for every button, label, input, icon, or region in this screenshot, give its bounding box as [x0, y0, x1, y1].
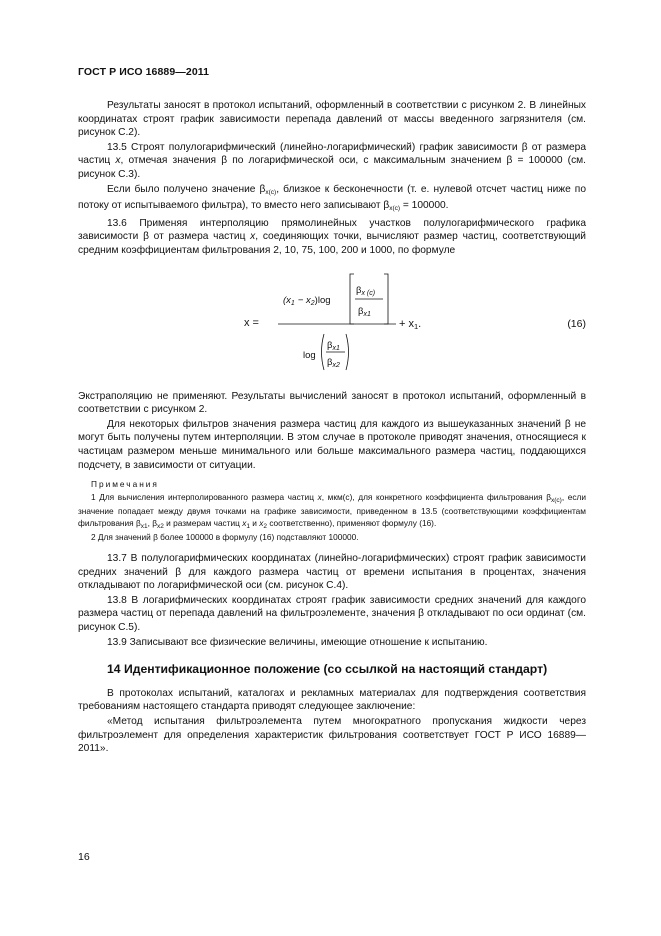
paragraph-13-8: 13.8 В логарифмических координатах строят график зависимости средних значений для каждого размера частиц от перепада давлений на фильтроэлементе, значения β откладывают по оси ординат (см. рисунок С.5).	[78, 594, 586, 634]
page-header: ГОСТ Р ИСО 16889—2011	[78, 66, 210, 78]
paragraph-results: Результаты заносят в протокол испытаний, оформленный в соответствии с рисунком 2. В линейных координатах строят график зависимости перепада давлений от массы введенного загрязнителя (см. рисунок С.2).	[78, 100, 586, 139]
note-2: 2 Для значений β более 100000 в формулу (16) подставляют 100000.	[91, 532, 359, 543]
section-14-paragraph-1: В протоколах испытаний, каталогах и рекламных материалах для подтверждения соответствия требованиям настоящего стандарта приводят следующее заключение:	[78, 687, 586, 713]
formula-svg	[78, 266, 586, 382]
paragraph-13-6: 13.6 Применяя интерполяцию прямолинейных участков полулогарифмического графика зависимости β от размера частиц х, соединяющих точки, вычисляют размер частиц, соответствующий средним коэффициентам фильтрования 2, 10, 75, 100, 200 и 1000, по формуле	[78, 217, 586, 256]
paragraph-13-7: 13.7 В полулогарифмических координатах (линейно-логарифмических) строят график зависимости средних значений β для каждого размера частиц от времени испытания в процентах, значения откладывают по логарифмической оси (см. рисунок С.4).	[78, 553, 586, 592]
beta-x1-den: $\beta_{x1}$	[327, 339, 340, 352]
section-14-paragraph-2: «Метод испытания фильтроэлемента путем многократного пропускания жидкости через фильтроэлемент для определения характеристик фильтрования соответствует ГОСТ Р ИСО 16889—2011».	[78, 716, 586, 755]
paragraph-13-5: 13.5 Строят полулогарифмический (линейно-логарифмический) график зависимости β от размера частиц х, отмечая значения β по логарифмической оси, с максимальным значением β = 100000 (см. рисунок С.3).	[78, 141, 586, 180]
right-bracket	[384, 274, 388, 324]
beta-xc: $\beta_{x (c)}$	[356, 284, 376, 297]
beta-x1-top: $\beta_{x1}$	[358, 305, 371, 318]
paragraph-some-filters: Для некоторых фильтров значения размера частиц для каждого из вышеуказанных значений β не могут быть получены путем интерполяции. В этом случае в протоколе приводят значения, относящиеся к частицам размером меньше минимального или больше максимального размера частиц, поддающихся подсчету, в зависимости от ситуации.	[78, 418, 586, 471]
den-right-paren	[346, 334, 349, 370]
section-14-title: 14 Идентификационное положение (со ссылкой на настоящий стандарт)	[107, 662, 548, 677]
formula-16	[78, 266, 586, 382]
beta-x2-den: $\beta_{x2}$	[327, 356, 340, 369]
paragraph-infinity: Если было получено значение $\beta_{x(c)}$, близкое к бесконечности (т. е. нулевой отсчет частиц ниже по потоку от испытываемого фильтра), то вместо него записывают $\beta_{x(c)} = 100000$.	[78, 183, 586, 213]
paragraph-extrapolation: Экстраполяцию не применяют. Результаты вычислений заносят в протокол испытаний, оформленный в соответствии с рисунком 2.	[78, 390, 586, 416]
left-bracket	[350, 274, 354, 324]
document-body	[78, 99, 586, 757]
formula-lhs: x =	[244, 316, 259, 329]
formula-plus-x1: + x1.	[399, 317, 422, 331]
formula-number: (16)	[567, 317, 586, 330]
page-number: 16	[78, 851, 90, 863]
denominator-log: log	[303, 349, 316, 361]
paragraph-13-9: 13.9 Записывают все физические величины, имеющие отношение к испытанию.	[107, 636, 488, 648]
note-1: 1 Для вычисления интерполированного размера частиц х, мкм(с), для конкретного коэффициента фильтрования $\beta_{x(c)}$, если значение попадает между двумя точками на графике зависимости, приведенном в 13.5 (соответствующими коэффициентам фильтрования $\beta_{x1}$, $\beta_{x2}$ и размерам частиц $x_1$ и $x_2$ соответственно), применяют формулу (16).	[78, 491, 586, 530]
den-left-paren	[322, 334, 325, 370]
notes-block	[78, 479, 586, 544]
numerator-x1: $(x_1 - x_2)\log$	[283, 294, 331, 307]
notes-title: Примечания	[91, 479, 159, 490]
